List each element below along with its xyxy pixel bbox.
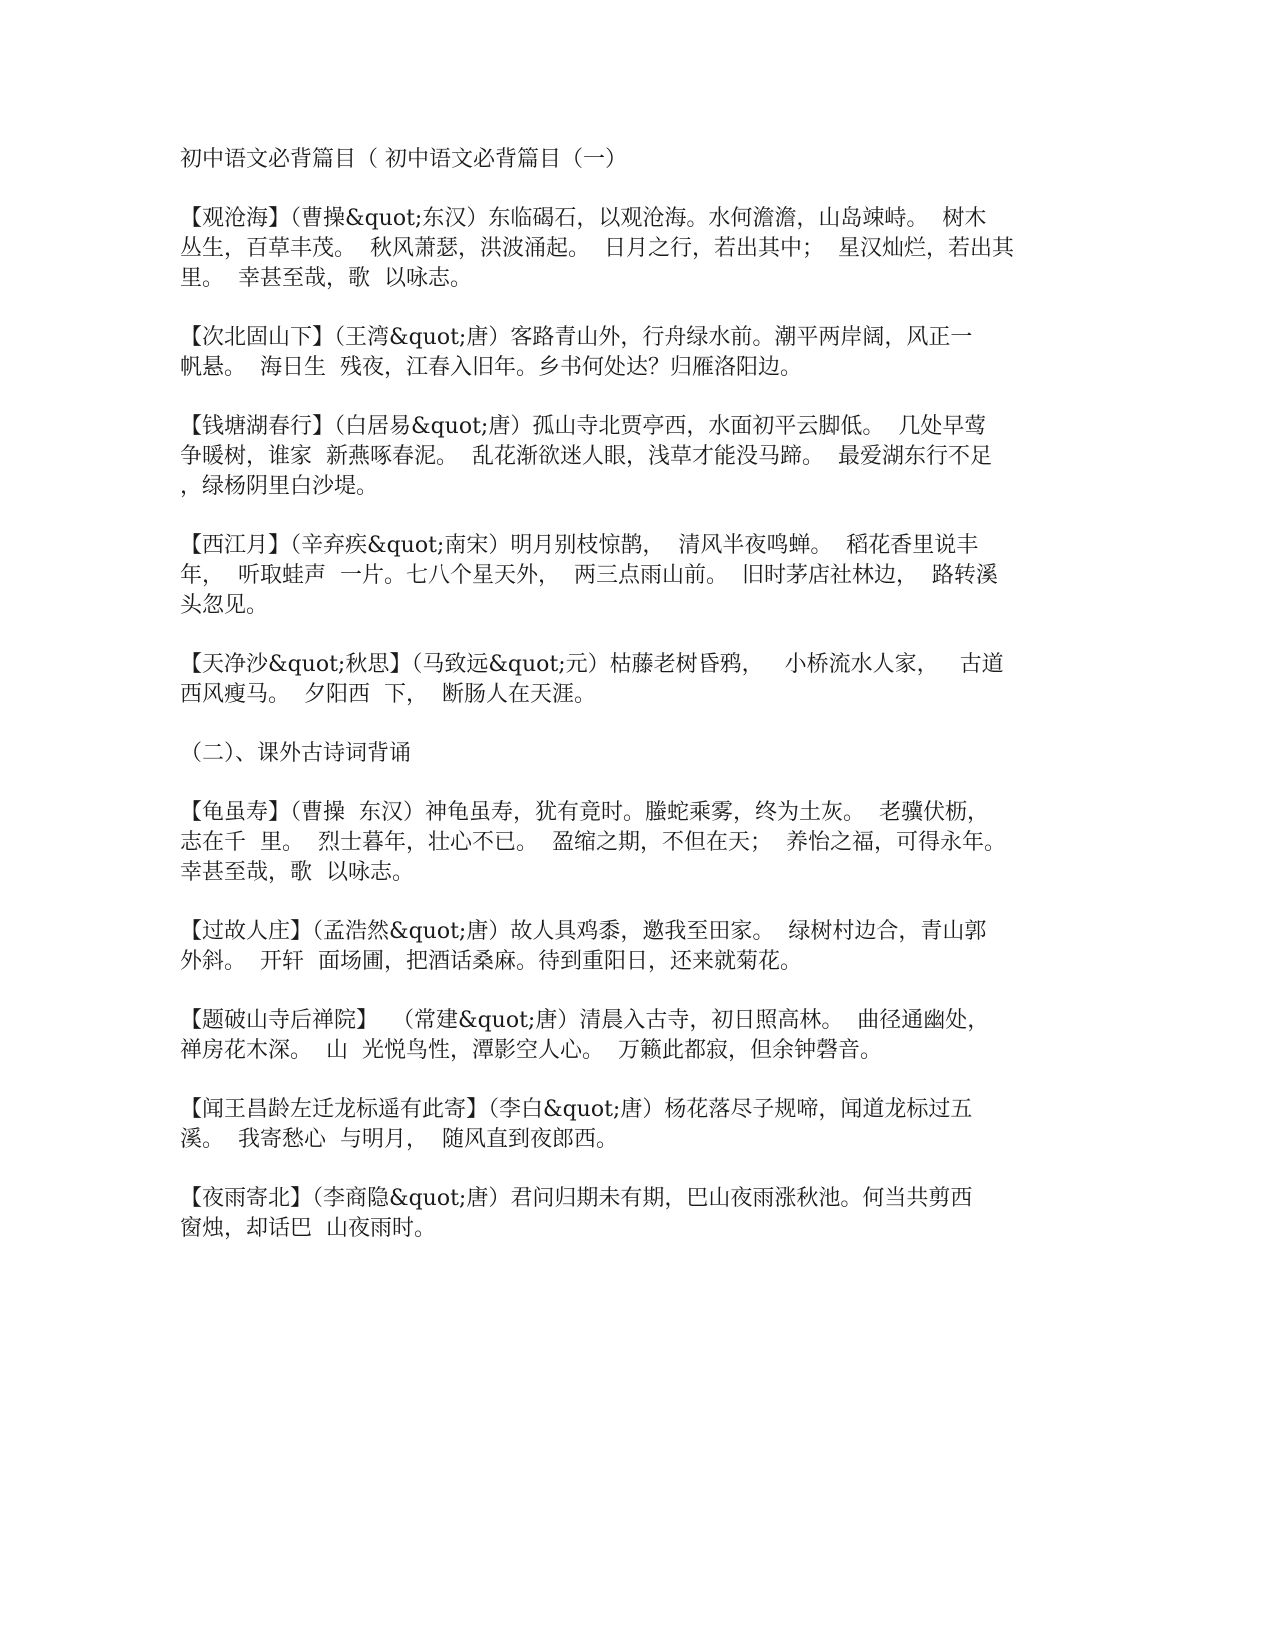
text-line: 【龟虽寿】（曹操 东汉）神龟虽寿，犹有竟时。螣蛇乘雾，终为土灰。 老骥伏枥，: [180, 800, 989, 825]
text-line: 帆悬。 海日生 残夜，江春入旧年。乡书何处达？归雁洛阳边。: [180, 355, 802, 380]
text-line: 溪。 我寄愁心 与明月， 随风直到夜郎西。: [180, 1127, 618, 1152]
text-line: 外斜。 开轩 面场圃，把酒话桑麻。待到重阳日，还来就菊花。: [180, 949, 802, 974]
text-line: 年， 听取蛙声 一片。七八个星天外， 两三点雨山前。 旧时茅店社林边， 路转溪: [180, 563, 998, 588]
text-line: ，绿杨阴里白沙堤。: [180, 474, 379, 499]
text-line: 西风瘦马。 夕阳西 下， 断肠人在天涯。: [180, 682, 596, 707]
text-line: 里。 幸甚至哉，歌 以咏志。: [180, 266, 472, 291]
text-line: 【题破山寺后禅院】 （常建&quot;唐）清晨入古寺，初日照高林。 曲径通幽处，: [180, 1008, 990, 1033]
text-line: 【夜雨寄北】（李商隐&quot;唐）君问归期未有期，巴山夜雨涨秋池。何当共剪西: [180, 1186, 973, 1211]
text-line: 【闻王昌龄左迁龙标遥有此寄】（李白&quot;唐）杨花落尽子规啼，闻道龙标过五: [180, 1097, 973, 1122]
text-line: 【钱塘湖春行】（白居易&quot;唐）孤山寺北贾亭西，水面初平云脚低。 几处早莺: [180, 414, 987, 439]
text-line: 禅房花木深。 山 光悦鸟性，潭影空人心。 万籁此都寂，但余钟磬音。: [180, 1038, 882, 1063]
text-line: 【次北固山下】（王湾&quot;唐）客路青山外，行舟绿水前。潮平两岸阔，风正一: [180, 325, 973, 350]
text-line: 窗烛，却话巴 山夜雨时。: [180, 1216, 436, 1241]
text-line: 丛生，百草丰茂。 秋风萧瑟，洪波涌起。 日月之行，若出其中； 星汉灿烂，若出其: [180, 236, 1014, 261]
document-title: 初中语文必背篇目（ 初中语文必背篇目（一）: [180, 147, 627, 172]
text-line: 【西江月】（辛弃疾&quot;南宋）明月别枝惊鹊， 清风半夜鸣蝉。 稻花香里说丰: [180, 533, 979, 558]
text-line: 志在千 里。 烈士暮年，壮心不已。 盈缩之期，不但在天； 养怡之福，可得永年。: [180, 830, 1006, 855]
text-line: 头忽见。: [180, 593, 269, 618]
text-line: 【天净沙&quot;秋思】（马致远&quot;元）枯藤老树昏鸦， 小桥流水人家， 古道: [180, 652, 1004, 677]
text-line: 【过故人庄】（孟浩然&quot;唐）故人具鸡黍，邀我至田家。 绿树村边合，青山郭: [180, 919, 987, 944]
text-line: 争暖树，谁家 新燕啄春泥。 乱花渐欲迷人眼，浅草才能没马蹄。 最爱湖东行不足: [180, 444, 992, 469]
section-heading: （二）、课外古诗词背诵: [180, 741, 412, 766]
text-line: 【观沧海】（曹操&quot;东汉）东临碣石，以观沧海。水何澹澹，山岛竦峙。 树木: [180, 206, 987, 231]
text-line: 幸甚至哉，歌 以咏志。: [180, 860, 414, 885]
